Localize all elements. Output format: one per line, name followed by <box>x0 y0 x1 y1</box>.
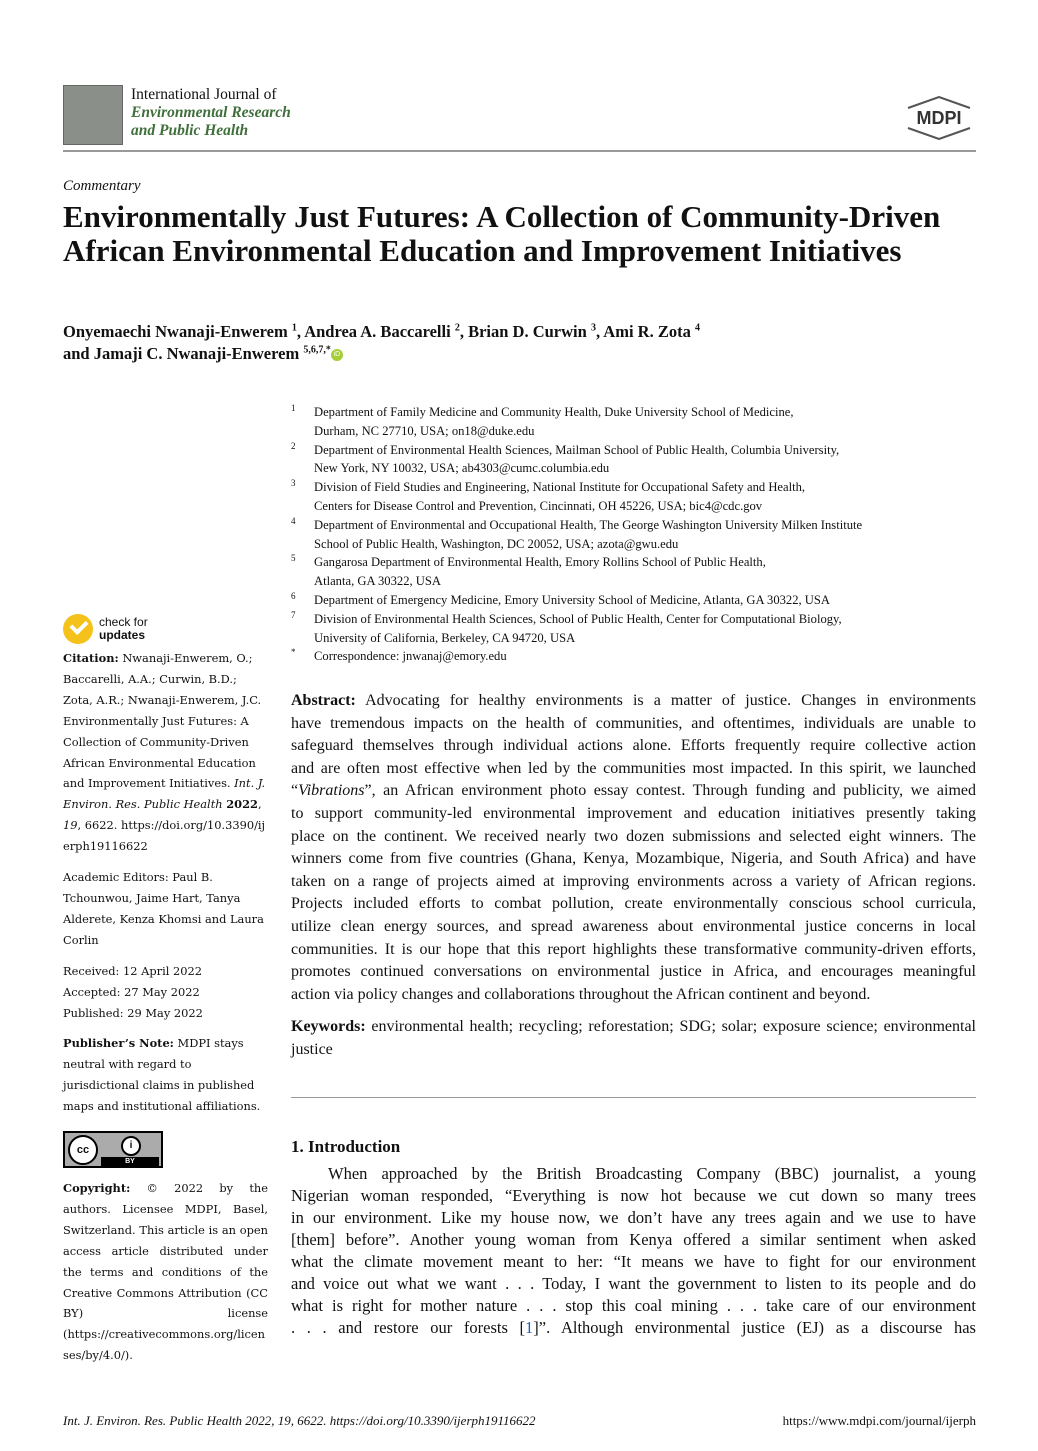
author-affiliation: 2 <box>454 322 460 334</box>
intro-line: what is right for mother nature . . . stop this coal mining . . . take care of our environment <box>291 1296 976 1315</box>
author-name: Ami R. Zota <box>603 322 695 341</box>
affiliation <box>291 553 981 591</box>
section-rule <box>291 1097 976 1098</box>
author-name: Jamaji C. Nwanaji-Enwerem <box>93 344 304 363</box>
check-label: updates <box>99 628 146 642</box>
abstract-line: and are often most effective when led by the communities most impacted. In this spirit, we launched <box>291 759 976 777</box>
authors-and: and <box>63 344 94 363</box>
header-rule <box>63 150 976 152</box>
section-heading: 1. Introduction <box>291 1137 401 1156</box>
affiliation-number: 5 <box>291 553 296 564</box>
affiliation-number: 3 <box>291 478 296 489</box>
intro-line: in our environment. Like my house now, we don’t have any trees again and we use to have <box>291 1208 976 1227</box>
citation: Citation: Nwanaji-Enwerem, O.; Baccarelli, A.A.; Curwin, B.D.; Zota, A.R.; Nwanaji-Enwerem, J.C. Environmentally Just Futures: A Collection of Community-Driven African Environmental Education and Improvement Initiatives. Int. J. Environ. Res. Public Health 2022, 19, 6622. https://doi.org/10.3390/ijerph19116622 <box>63 651 266 854</box>
intro-line: what the climate movement meant to her: “It means we have to fight for our environment <box>291 1252 976 1271</box>
copyright <box>63 1178 268 1366</box>
affiliation-line: Division of Environmental Health Sciences, School of Public Health, Center for Computational Biology, <box>314 611 842 626</box>
by-label: BY <box>101 1157 159 1166</box>
abstract-line: action via policy changes and collaborations throughout the African continent and beyond. <box>291 985 871 1003</box>
received-date: Received: 12 April 2022 <box>63 963 202 978</box>
publisher-note <box>63 1033 268 1117</box>
accepted-date: Accepted: 27 May 2022 <box>63 984 200 999</box>
affiliation-line: Durham, NC 27710, USA; on18@duke.edu <box>314 423 535 438</box>
abstract-line: communities. It is our hope that this report highlights these transformative community-driven efforts, <box>291 940 976 958</box>
journal-line: International Journal of <box>131 86 277 103</box>
author-name: Onyemaechi Nwanaji-Enwerem <box>63 322 292 341</box>
abstract-line: utilize clean energy sources, and spread awareness about environmental justice concerns in local <box>291 917 976 935</box>
affiliation-line: Centers for Disease Control and Prevention, Cincinnati, OH 45226, USA; bic4@cdc.gov <box>314 498 763 513</box>
author-affiliation: 1 <box>291 322 297 334</box>
footer-url[interactable]: https://www.mdpi.com/journal/ijerph <box>782 1413 976 1428</box>
abstract-line: Projects included efforts to combat pollution, create environmentally conscious school curricula, <box>291 895 976 913</box>
affiliation <box>291 441 981 479</box>
abstract-line: taken on a range of projects aimed at improving environments across a variety of African regions. <box>291 872 976 890</box>
intro-line: [them] before”. Another young woman from Kenya offered a similar sentiment when asked <box>291 1230 976 1249</box>
citation-label: Citation: <box>63 651 119 665</box>
cc-icon: cc <box>68 1135 98 1165</box>
journal-line: and Public Health <box>131 122 249 139</box>
citation-text: Nwanaji-Enwerem, O.; Baccarelli, A.A.; Curwin, B.D.; Zota, A.R.; Nwanaji-Enwerem, J.C. Environmentally Just Futures: A Collection of Community-Driven African Environmental Education and Improvement Initiatives. <box>63 651 262 791</box>
abstract <box>291 690 976 1006</box>
mdpi-text: MDPI <box>916 108 962 128</box>
affiliation <box>291 478 981 516</box>
affiliation-line: New York, NY 10032, USA; ab4303@cumc.columbia.edu <box>314 461 610 476</box>
affiliation-number: 7 <box>291 609 296 620</box>
abstract-line: winners come from five countries (Ghana, Kenya, Mozambique, Nigeria, and South Africa) and have <box>291 850 976 868</box>
affiliation-number: 2 <box>291 440 296 451</box>
affiliation <box>291 403 981 441</box>
keywords-line: justice <box>291 1040 333 1058</box>
cc-by-license-badge[interactable] <box>63 1131 163 1168</box>
affiliation-line: School of Public Health, Washington, DC 20052, USA; azota@gwu.edu <box>314 536 679 551</box>
affiliation-number: 1 <box>291 403 296 413</box>
author-affiliation: 3 <box>590 322 596 334</box>
affiliations <box>291 403 981 666</box>
journal-logo <box>63 85 123 145</box>
author-name: Andrea A. Baccarelli <box>304 322 455 341</box>
person-icon: i <box>121 1136 141 1156</box>
article-type: Commentary <box>63 178 141 194</box>
academic-editors: Academic Editors: Paul B. Tchounwou, Jaime Hart, Tanya Alderete, Kenza Khomsi and Laura Corlin <box>63 870 264 947</box>
intro-line: . . . and restore our forests [1]”. Although environmental justice (EJ) as a discourse has <box>291 1318 976 1337</box>
introduction-body <box>291 1163 976 1339</box>
article-title: Environmentally Just Futures: A Collection of Community-Driven African Environmental Education and Improvement Initiatives <box>63 199 941 268</box>
author-list: Onyemaechi Nwanaji-Enwerem $^1$, Andrea A. Baccarelli $^2$, Brian D. Curwin $^3$, Ami R. Zota $^4$ and Jamaji C. Nwanaji-Enwerem $^{5,6,7,*}$ iD <box>63 322 700 363</box>
affiliation-line: University of California, Berkeley, CA 94720, USA <box>314 630 576 645</box>
citation-journal: Int. J. Environ. Res. Public Health <box>63 776 266 812</box>
check-for-updates-button[interactable] <box>63 614 268 644</box>
abstract-line: place on the continent. We received nearly two dozen submissions and selected eight winners. The <box>291 827 976 845</box>
reference-link[interactable]: 1 <box>525 1318 534 1337</box>
abstract-line: promotes continued conversations on environmental justice in Africa, and encourages meaningful <box>291 963 976 981</box>
affiliation <box>291 516 981 554</box>
keywords-line: Keywords: environmental health; recycling; reforestation; SDG; solar; exposure science; environmental <box>291 1018 976 1036</box>
journal-line: Environmental Research <box>131 104 291 121</box>
abstract-line: safeguard themselves through individual actions alone. Efforts frequently require collective action <box>291 737 976 755</box>
note-label: Publisher’s Note: <box>63 1036 174 1051</box>
published-date: Published: 29 May 2022 <box>63 1005 203 1020</box>
mdpi-logo <box>902 96 976 140</box>
citation-volume: 19 <box>63 818 78 833</box>
note-text: MDPI stays neutral with regard to jurisdictional claims in published maps and institutional affiliations. <box>63 1036 261 1114</box>
affiliation-line: Department of Environmental and Occupational Health, The George Washington University Milken Institute <box>314 517 863 532</box>
journal-name <box>131 86 291 140</box>
intro-line: When approached by the British Broadcasting Company (BBC) journalist, a young <box>328 1164 976 1183</box>
affiliation-number: * <box>291 647 296 658</box>
copyright-label: Copyright: <box>63 1181 131 1196</box>
keywords <box>291 1016 976 1061</box>
intro-line: and voice out what we want . . . Today, I want the government to listen to its people and do <box>291 1274 976 1293</box>
abstract-line: have tremendous impacts on the health of communities, and oftentimes, individuals are unable to <box>291 714 976 732</box>
citation-year: 2022 <box>226 797 258 812</box>
author-affiliation: 4 <box>694 322 700 334</box>
author-affiliation: 5,6,7,* <box>303 344 331 356</box>
abstract-label: Abstract: <box>291 692 356 709</box>
copyright-text: © 2022 by the authors. Licensee MDPI, Basel, Switzerland. This article is an open access article distributed under the terms and conditions of the Creative Commons Attribution (CC BY) license (https://creativecommons.org/licenses/by/4.0/). <box>63 1181 268 1363</box>
contest-name: Vibrations <box>298 782 365 800</box>
affiliation-number: 6 <box>291 590 296 601</box>
affiliation-line: Gangarosa Department of Environmental Health, Emory Rollins School of Public Health, <box>314 555 766 570</box>
affiliation-number: 4 <box>291 515 296 526</box>
affiliation-line: Atlanta, GA 30322, USA <box>314 574 441 589</box>
abstract-line: “Vibrations”, an African environment photo essay contest. Through funding and publicity, we aimed <box>291 782 976 800</box>
affiliation-line: Department of Emergency Medicine, Emory University School of Medicine, Atlanta, GA 30322, USA <box>314 592 831 607</box>
affiliation <box>291 647 981 666</box>
author-name: Brian D. Curwin <box>468 322 591 341</box>
affiliation-line: Department of Environmental Health Sciences, Mailman School of Public Health, Columbia University, <box>314 442 840 457</box>
check-label: check for <box>99 615 148 629</box>
affiliation <box>291 591 981 610</box>
affiliation-line: Correspondence: jnwanaj@emory.edu <box>314 649 507 664</box>
abstract-line: Abstract: Advocating for healthy environments is a matter of justice. Changes in environments <box>291 692 976 709</box>
affiliation <box>291 610 981 648</box>
abstract-line: to support community-led environmental improvement and education initiatives presently taking <box>291 804 976 822</box>
affiliation-line: Department of Family Medicine and Community Health, Duke University School of Medicine, <box>314 405 794 419</box>
citation-doi[interactable]: 6622. https://doi.org/10.3390/ijerph19116622 <box>63 818 266 854</box>
keywords-label: Keywords: <box>291 1018 366 1036</box>
intro-line: Nigerian woman responded, “Everything is now hot because we cut down so many trees <box>291 1186 976 1205</box>
sidebar <box>63 614 268 1366</box>
affiliation-line: Division of Field Studies and Engineering, National Institute for Occupational Safety and Health, <box>314 480 806 495</box>
orcid-icon[interactable]: iD <box>331 349 343 361</box>
footer-citation: Int. J. Environ. Res. Public Health 2022, 19, 6622. https://doi.org/10.3390/ijerph19116622 <box>63 1413 536 1428</box>
check-icon <box>63 614 93 644</box>
abstract-section <box>291 690 976 1062</box>
page-footer <box>63 1413 976 1429</box>
